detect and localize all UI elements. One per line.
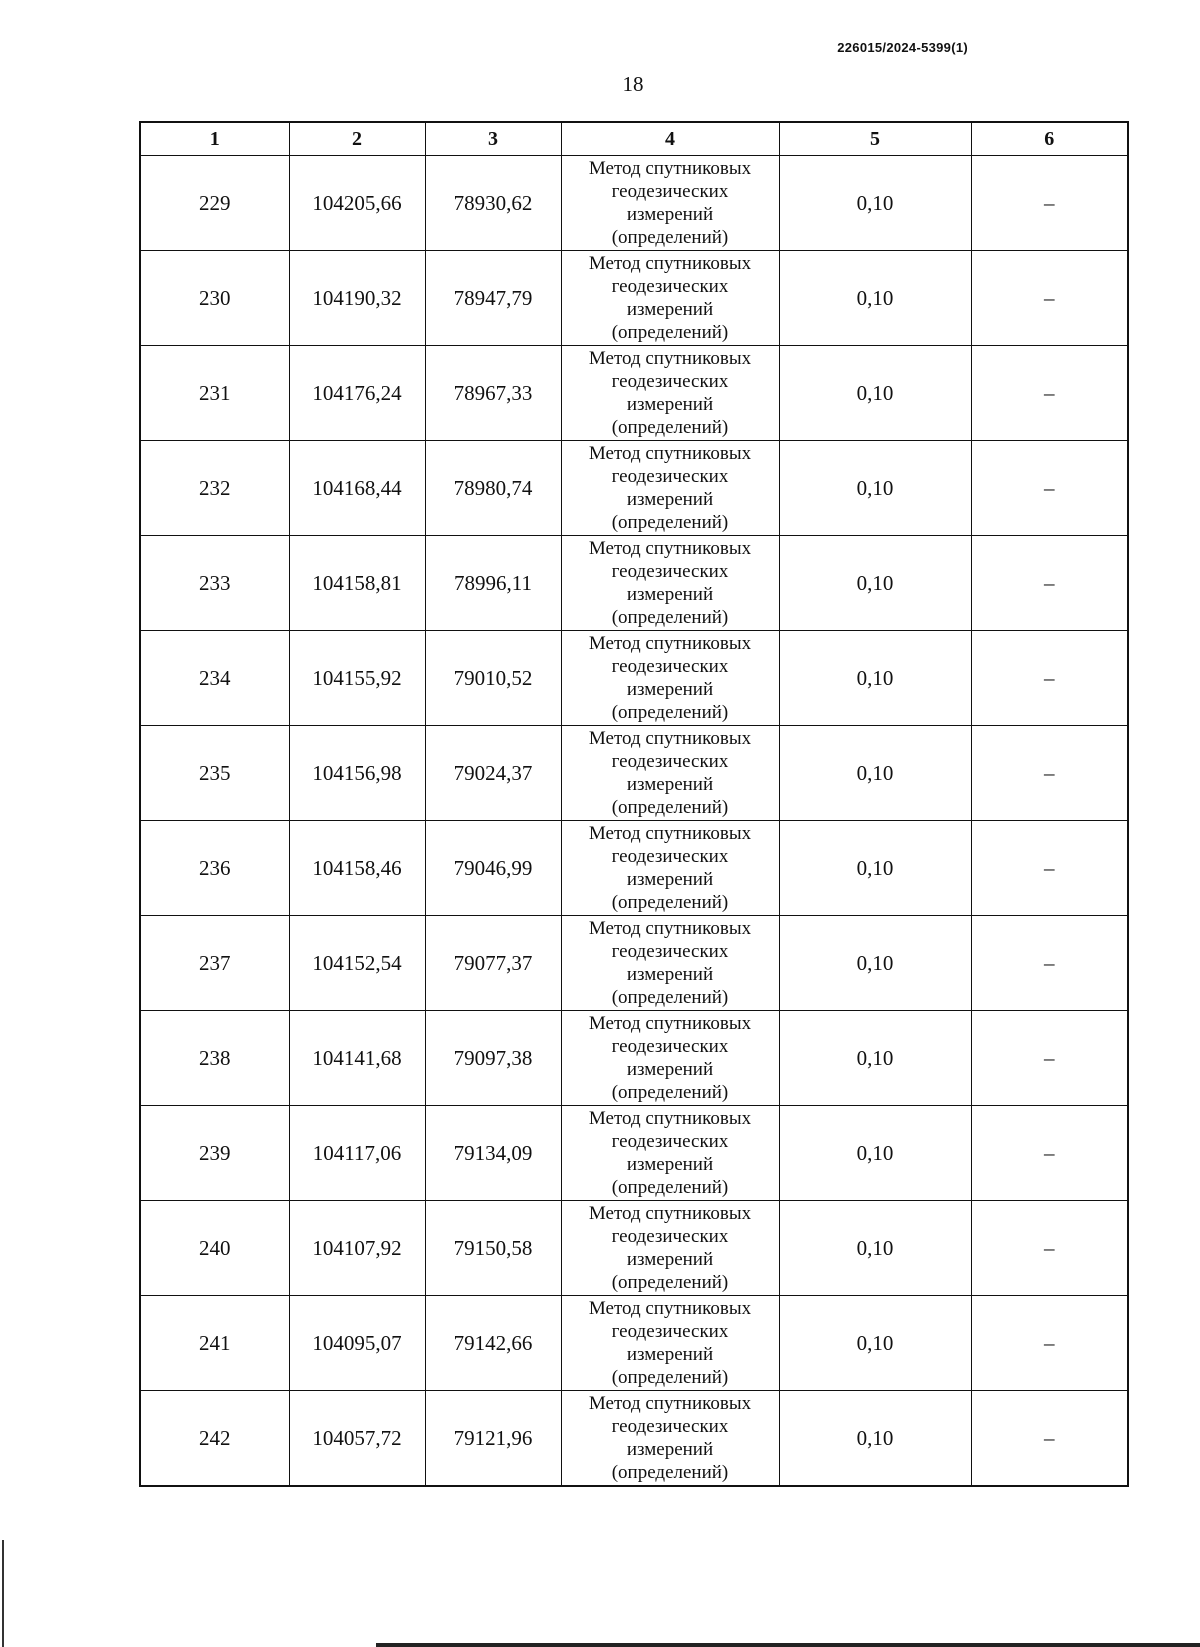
method-text-line: (определений) (611, 512, 729, 533)
table-header-row (140, 122, 1128, 156)
header-cell-4: 4 (561, 122, 779, 156)
method-text-line: измерений (626, 1439, 714, 1460)
point-number-cell: 233 (140, 536, 289, 631)
method-text-line: (определений) (611, 417, 729, 438)
method-cell (561, 631, 779, 726)
method-text-line: измерений (626, 1344, 714, 1365)
method-text-line: измерений (626, 1154, 714, 1175)
method-cell (561, 1011, 779, 1106)
point-number-cell: 239 (140, 1106, 289, 1201)
method-text-line: Метод спутниковых (588, 1108, 752, 1129)
x-coordinate-cell: 104168,44 (289, 441, 425, 536)
point-number-cell: 234 (140, 631, 289, 726)
method-cell (561, 1391, 779, 1487)
table-row (140, 821, 1128, 916)
accuracy-cell: 0,10 (779, 1391, 971, 1487)
x-coordinate-cell: 104156,98 (289, 726, 425, 821)
method-text-line: (определений) (611, 607, 729, 628)
method-text-line: (определений) (611, 987, 729, 1008)
method-text-line: измерений (626, 1059, 714, 1080)
table-row (140, 536, 1128, 631)
accuracy-cell: 0,10 (779, 346, 971, 441)
point-number-cell: 235 (140, 726, 289, 821)
method-cell (561, 251, 779, 346)
table-row (140, 1391, 1128, 1487)
coordinates-table (139, 121, 1129, 1487)
header-cell-6: 6 (971, 122, 1128, 156)
point-number-cell: 242 (140, 1391, 289, 1487)
table-row (140, 441, 1128, 536)
y-coordinate-cell: 79077,37 (425, 916, 561, 1011)
method-text-line: геодезических (611, 466, 729, 487)
table-row (140, 346, 1128, 441)
y-coordinate-cell: 79121,96 (425, 1391, 561, 1487)
point-number-cell: 232 (140, 441, 289, 536)
x-coordinate-cell: 104155,92 (289, 631, 425, 726)
method-text-line: (определений) (611, 892, 729, 913)
point-number-cell: 241 (140, 1296, 289, 1391)
point-number-cell: 238 (140, 1011, 289, 1106)
y-coordinate-cell: 78980,74 (425, 441, 561, 536)
method-text-line: измерений (626, 964, 714, 985)
table-row (140, 631, 1128, 726)
y-coordinate-cell: 79134,09 (425, 1106, 561, 1201)
table-row (140, 1296, 1128, 1391)
point-number-cell: 240 (140, 1201, 289, 1296)
scan-edge-bottom (376, 1643, 1200, 1647)
x-coordinate-cell: 104205,66 (289, 156, 425, 251)
method-text-line: Метод спутниковых (588, 348, 752, 369)
accuracy-cell: 0,10 (779, 726, 971, 821)
method-text-line: Метод спутниковых (588, 823, 752, 844)
table-row (140, 156, 1128, 251)
note-cell: – (971, 1201, 1128, 1296)
method-text-line: измерений (626, 394, 714, 415)
x-coordinate-cell: 104158,46 (289, 821, 425, 916)
method-text-line: геодезических (611, 1416, 729, 1437)
table-row (140, 1106, 1128, 1201)
method-text-line: геодезических (611, 276, 729, 297)
method-text-line: (определений) (611, 1367, 729, 1388)
note-cell: – (971, 536, 1128, 631)
method-text-line: измерений (626, 299, 714, 320)
y-coordinate-cell: 78930,62 (425, 156, 561, 251)
note-cell: – (971, 346, 1128, 441)
method-text-line: геодезических (611, 846, 729, 867)
method-text-line: Метод спутниковых (588, 1393, 752, 1414)
point-number-cell: 229 (140, 156, 289, 251)
method-text-line: Метод спутниковых (588, 633, 752, 654)
method-text-line: геодезических (611, 656, 729, 677)
table-row (140, 251, 1128, 346)
method-cell (561, 1296, 779, 1391)
method-text-line: геодезических (611, 181, 729, 202)
accuracy-cell: 0,10 (779, 821, 971, 916)
method-cell (561, 441, 779, 536)
method-text-line: Метод спутниковых (588, 158, 752, 179)
accuracy-cell: 0,10 (779, 1011, 971, 1106)
note-cell: – (971, 631, 1128, 726)
method-cell (561, 726, 779, 821)
method-cell (561, 346, 779, 441)
method-text-line: (определений) (611, 797, 729, 818)
note-cell: – (971, 821, 1128, 916)
y-coordinate-cell: 79097,38 (425, 1011, 561, 1106)
method-text-line: измерений (626, 679, 714, 700)
method-text-line: измерений (626, 204, 714, 225)
method-text-line: Метод спутниковых (588, 443, 752, 464)
accuracy-cell: 0,10 (779, 156, 971, 251)
method-text-line: геодезических (611, 1226, 729, 1247)
x-coordinate-cell: 104152,54 (289, 916, 425, 1011)
method-text-line: геодезических (611, 1321, 729, 1342)
header-cell-5: 5 (779, 122, 971, 156)
y-coordinate-cell: 78947,79 (425, 251, 561, 346)
scan-edge-left (2, 1540, 4, 1647)
accuracy-cell: 0,10 (779, 1106, 971, 1201)
accuracy-cell: 0,10 (779, 1296, 971, 1391)
x-coordinate-cell: 104190,32 (289, 251, 425, 346)
method-text-line: измерений (626, 869, 714, 890)
method-text-line: геодезических (611, 561, 729, 582)
x-coordinate-cell: 104176,24 (289, 346, 425, 441)
header-cell-1: 1 (140, 122, 289, 156)
method-text-line: Метод спутниковых (588, 1013, 752, 1034)
method-text-line: (определений) (611, 227, 729, 248)
accuracy-cell: 0,10 (779, 536, 971, 631)
x-coordinate-cell: 104107,92 (289, 1201, 425, 1296)
note-cell: – (971, 441, 1128, 536)
method-text-line: геодезических (611, 1131, 729, 1152)
point-number-cell: 237 (140, 916, 289, 1011)
header-cell-3: 3 (425, 122, 561, 156)
method-text-line: геодезических (611, 1036, 729, 1057)
x-coordinate-cell: 104141,68 (289, 1011, 425, 1106)
method-text-line: (определений) (611, 702, 729, 723)
accuracy-cell: 0,10 (779, 441, 971, 536)
method-text-line: Метод спутниковых (588, 538, 752, 559)
method-text-line: геодезических (611, 371, 729, 392)
method-cell (561, 156, 779, 251)
y-coordinate-cell: 79010,52 (425, 631, 561, 726)
method-text-line: (определений) (611, 1082, 729, 1103)
note-cell: – (971, 726, 1128, 821)
table-row (140, 1011, 1128, 1106)
y-coordinate-cell: 78996,11 (425, 536, 561, 631)
method-text-line: (определений) (611, 1462, 729, 1483)
x-coordinate-cell: 104117,06 (289, 1106, 425, 1201)
method-text-line: Метод спутниковых (588, 253, 752, 274)
method-text-line: измерений (626, 1249, 714, 1270)
x-coordinate-cell: 104158,81 (289, 536, 425, 631)
point-number-cell: 230 (140, 251, 289, 346)
table-body (140, 156, 1128, 1487)
y-coordinate-cell: 79046,99 (425, 821, 561, 916)
method-cell (561, 1106, 779, 1201)
note-cell: – (971, 251, 1128, 346)
method-text-line: измерений (626, 489, 714, 510)
accuracy-cell: 0,10 (779, 251, 971, 346)
page-number: 18 (622, 72, 644, 96)
note-cell: – (971, 1106, 1128, 1201)
x-coordinate-cell: 104095,07 (289, 1296, 425, 1391)
accuracy-cell: 0,10 (779, 631, 971, 726)
note-cell: – (971, 156, 1128, 251)
point-number-cell: 231 (140, 346, 289, 441)
method-text-line: (определений) (611, 322, 729, 343)
method-text-line: измерений (626, 584, 714, 605)
y-coordinate-cell: 79024,37 (425, 726, 561, 821)
table-row (140, 726, 1128, 821)
document-id: 226015/2024-5399(1) (837, 40, 968, 55)
accuracy-cell: 0,10 (779, 916, 971, 1011)
table-row (140, 1201, 1128, 1296)
y-coordinate-cell: 79142,66 (425, 1296, 561, 1391)
method-text-line: (определений) (611, 1272, 729, 1293)
point-number-cell: 236 (140, 821, 289, 916)
method-cell (561, 1201, 779, 1296)
y-coordinate-cell: 79150,58 (425, 1201, 561, 1296)
method-text-line: Метод спутниковых (588, 1298, 752, 1319)
method-text-line: измерений (626, 774, 714, 795)
method-text-line: геодезических (611, 941, 729, 962)
method-cell (561, 916, 779, 1011)
table-row (140, 916, 1128, 1011)
y-coordinate-cell: 78967,33 (425, 346, 561, 441)
x-coordinate-cell: 104057,72 (289, 1391, 425, 1487)
method-text-line: Метод спутниковых (588, 918, 752, 939)
method-cell (561, 821, 779, 916)
method-text-line: Метод спутниковых (588, 1203, 752, 1224)
note-cell: – (971, 916, 1128, 1011)
method-text-line: геодезических (611, 751, 729, 772)
method-cell (561, 536, 779, 631)
note-cell: – (971, 1011, 1128, 1106)
note-cell: – (971, 1296, 1128, 1391)
method-text-line: Метод спутниковых (588, 728, 752, 749)
note-cell: – (971, 1391, 1128, 1487)
accuracy-cell: 0,10 (779, 1201, 971, 1296)
header-cell-2: 2 (289, 122, 425, 156)
method-text-line: (определений) (611, 1177, 729, 1198)
